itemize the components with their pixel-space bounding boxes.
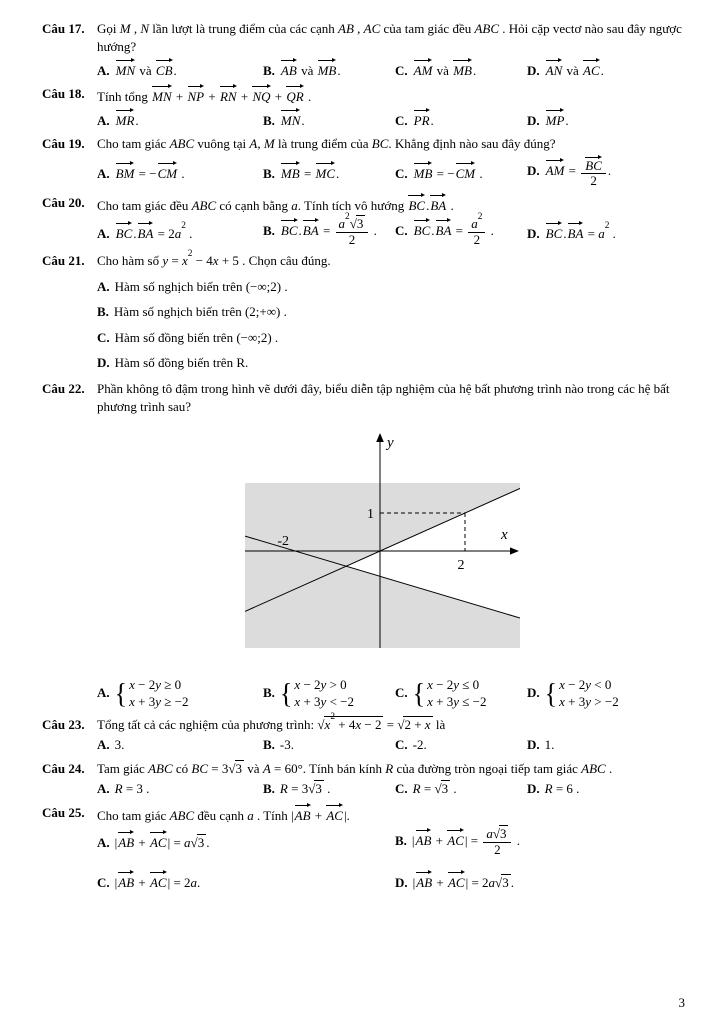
question-text: Tổng tất cả các nghiệm của phương trình: $√x^2 + 4x - 2 = √2 + x$ là — [97, 712, 446, 732]
option-22-C — [395, 677, 527, 711]
option-25-D — [395, 871, 685, 892]
option-18-B — [263, 109, 395, 130]
option-text: -2. — [412, 737, 427, 753]
option-text: BC.BA = $\frac{a^2√3}{2}$ . — [280, 211, 377, 247]
option-key: C. — [97, 875, 110, 891]
option-17-A — [97, 59, 263, 80]
option-key: A. — [97, 684, 110, 700]
option-text: Hàm số đồng biến trên (−∞;2) . — [114, 329, 279, 345]
options-row — [97, 109, 685, 130]
x-axis-label: x — [501, 526, 508, 543]
question-21 — [42, 248, 685, 372]
option-key: C. — [395, 112, 408, 128]
question-text: Gọi M , N lần lượt là trung điểm của các cạnh AB , AC của tam giác đều ABC . Hỏi cặp vectơ nào sau đây ngược hướng? — [97, 21, 682, 55]
option-19-B — [263, 162, 395, 183]
question-19 — [42, 135, 685, 189]
options-row — [97, 677, 685, 711]
tick-label-1: 1 — [367, 506, 374, 522]
question-text: Cho tam giác ABC vuông tại A, M là trung điểm của BC. Khẳng định nào sau đây đúng? — [97, 136, 556, 152]
option-key: A. — [97, 278, 110, 294]
option-23-A — [97, 736, 263, 754]
question-text: Cho tam giác đều ABC có cạnh bằng a. Tính tích vô hướng BC.BA . — [97, 194, 685, 215]
question-24 — [42, 760, 685, 799]
option-text: |AB + AC| = a√3 . — [115, 835, 210, 850]
option-21-C — [97, 329, 685, 347]
options-row — [97, 780, 685, 798]
question-20 — [42, 194, 685, 248]
question-text: Tính tổng MN + NP + RN + NQ + QR . — [97, 85, 685, 106]
options-row — [97, 156, 685, 189]
option-text: R = √3 . — [412, 781, 457, 797]
tick-label-2: 2 — [457, 557, 465, 573]
option-text: |AB + AC| = 2a√3 . — [413, 875, 514, 890]
option-key: B. — [263, 62, 275, 78]
option-key: D. — [527, 225, 540, 241]
option-key: D. — [527, 684, 540, 700]
option-text: BC.BA = $\frac{a^2}{2}$ . — [413, 211, 494, 247]
question-label: Câu 17. — [42, 21, 85, 36]
option-text: MP. — [545, 113, 569, 128]
option-text: |AB + AC| = $\frac{a√3}{2}$ . — [411, 826, 520, 857]
inequality-graph — [245, 433, 525, 658]
option-key: C. — [395, 165, 408, 181]
question-label: Câu 20. — [42, 194, 85, 210]
option-19-C — [395, 162, 527, 183]
option-key: A. — [97, 165, 110, 181]
option-18-C — [395, 109, 527, 130]
question-23 — [42, 712, 685, 755]
option-key: C. — [395, 781, 408, 797]
option-20-D — [527, 222, 685, 243]
option-text: MN và CB. — [115, 63, 177, 78]
option-21-B — [97, 303, 685, 321]
option-key: A. — [97, 835, 110, 851]
option-23-D — [527, 736, 685, 754]
option-text: MB = MC. — [280, 166, 339, 181]
option-23-C — [395, 736, 527, 754]
option-22-D — [527, 677, 685, 711]
option-key: B. — [395, 833, 407, 849]
option-24-D — [527, 780, 685, 798]
option-text: { x − 2y ≥ 0 x + 3y ≥ −2 — [114, 676, 189, 710]
option-text: R = 6 . — [544, 781, 580, 797]
question-label: Câu 19. — [42, 136, 85, 152]
option-text: { x − 2y < 0 x + 3y > −2 — [544, 676, 619, 710]
option-text: |AB + AC| = 2a. — [115, 875, 201, 890]
question-label: Câu 23. — [42, 716, 85, 732]
option-text: MB = −CM . — [413, 166, 483, 181]
page-number: 3 — [678, 995, 685, 1010]
option-text: { x − 2y ≤ 0 x + 3y ≤ −2 — [412, 676, 487, 710]
option-text: Hàm số đồng biến trên R. — [114, 355, 249, 371]
y-axis-arrow-icon — [376, 433, 384, 442]
question-22 — [42, 380, 685, 711]
tick-label-neg2: -2 — [277, 533, 289, 549]
options-row — [97, 211, 685, 247]
option-text: $BC.BA = a^2$ . — [545, 226, 616, 241]
option-text: R = 3√3 . — [279, 781, 331, 797]
option-key: A. — [97, 737, 110, 753]
option-key: B. — [97, 304, 109, 320]
option-21-D — [97, 354, 685, 372]
question-25 — [42, 804, 685, 893]
option-17-B — [263, 59, 395, 80]
option-text: AM và MB. — [413, 63, 477, 78]
option-text: -3. — [279, 737, 295, 753]
option-24-C — [395, 780, 527, 798]
option-17-C — [395, 59, 527, 80]
option-key: D. — [527, 112, 540, 128]
option-text: BM = −CM . — [115, 166, 185, 181]
option-key: C. — [395, 684, 408, 700]
option-key: C. — [395, 737, 408, 753]
option-key: D. — [395, 875, 408, 891]
figure-inequality-system — [245, 433, 685, 663]
option-text: MN. — [280, 113, 305, 128]
option-key: D. — [527, 62, 540, 78]
option-text: AB và MB. — [280, 63, 341, 78]
question-text: Tam giác ABC có BC = 3√3 và A = 60°. Tính bán kính R của đường tròn ngoại tiếp tam giác ABC . — [97, 760, 613, 776]
option-text: 3. — [114, 737, 125, 753]
question-text: Cho hàm số $y = x^2 - 4x + 5$ . Chọn câu đúng. — [97, 248, 331, 269]
option-18-D — [527, 109, 685, 130]
option-key: A. — [97, 112, 110, 128]
option-key: D. — [527, 781, 540, 797]
option-key: B. — [263, 781, 275, 797]
options-grid — [97, 827, 685, 893]
option-17-D — [527, 59, 685, 80]
option-key: B. — [263, 684, 275, 700]
option-key: B. — [263, 165, 275, 181]
options-row — [97, 736, 685, 754]
option-text: MR. — [115, 113, 139, 128]
option-key: D. — [527, 163, 540, 179]
option-key: A. — [97, 781, 110, 797]
options-row — [97, 59, 685, 80]
option-text: Hàm số nghịch biến trên (−∞;2) . — [114, 278, 288, 294]
option-text: R = 3 . — [114, 781, 150, 797]
question-text: Phần không tô đậm trong hình vẽ dưới đây, biểu diễn tập nghiệm của hệ bất phương trình nào trong các hệ bất phương trình sau? — [97, 380, 670, 415]
option-25-A — [97, 831, 395, 852]
option-25-C — [97, 871, 395, 892]
y-axis-label: y — [387, 434, 394, 451]
question-label: Câu 18. — [42, 86, 85, 102]
option-text: 1. — [544, 737, 555, 753]
option-23-B — [263, 736, 395, 754]
option-20-C — [395, 211, 527, 247]
option-21-A — [97, 278, 685, 296]
option-text: Hàm số nghịch biến trên (2;+∞) . — [113, 304, 287, 320]
option-key: A. — [97, 62, 110, 78]
option-20-B — [263, 211, 395, 247]
option-20-A — [97, 222, 263, 243]
option-text: AM = $\frac{BC}{2}$ . — [545, 157, 612, 189]
option-key: B. — [263, 737, 275, 753]
option-25-B — [395, 827, 685, 857]
option-22-B — [263, 677, 395, 711]
options-stack — [97, 278, 685, 373]
option-text: PR. — [413, 113, 434, 128]
option-19-A — [97, 162, 263, 183]
option-key: C. — [97, 329, 110, 345]
question-label: Câu 24. — [42, 760, 85, 776]
option-key: C. — [395, 62, 408, 78]
option-key: B. — [263, 112, 275, 128]
question-17 — [42, 20, 685, 80]
option-key: D. — [527, 737, 540, 753]
option-24-A — [97, 780, 263, 798]
question-18 — [42, 85, 685, 130]
question-label: Câu 22. — [42, 380, 85, 396]
option-text: $BC.BA = 2a^2$ . — [115, 226, 193, 241]
option-key: D. — [97, 355, 110, 371]
option-22-A — [97, 677, 263, 711]
question-text: Cho tam giác ABC đều cạnh a . Tính |AB + AC|. — [97, 804, 685, 825]
option-key: A. — [97, 225, 110, 241]
option-18-A — [97, 109, 263, 130]
option-24-B — [263, 780, 395, 798]
option-key: B. — [263, 223, 275, 239]
option-key: C. — [395, 223, 408, 239]
option-19-D — [527, 156, 685, 189]
option-text: AN và AC. — [545, 63, 604, 78]
question-label: Câu 25. — [42, 804, 85, 820]
option-text: { x − 2y > 0 x + 3y < −2 — [279, 676, 354, 710]
question-label: Câu 21. — [42, 253, 85, 269]
